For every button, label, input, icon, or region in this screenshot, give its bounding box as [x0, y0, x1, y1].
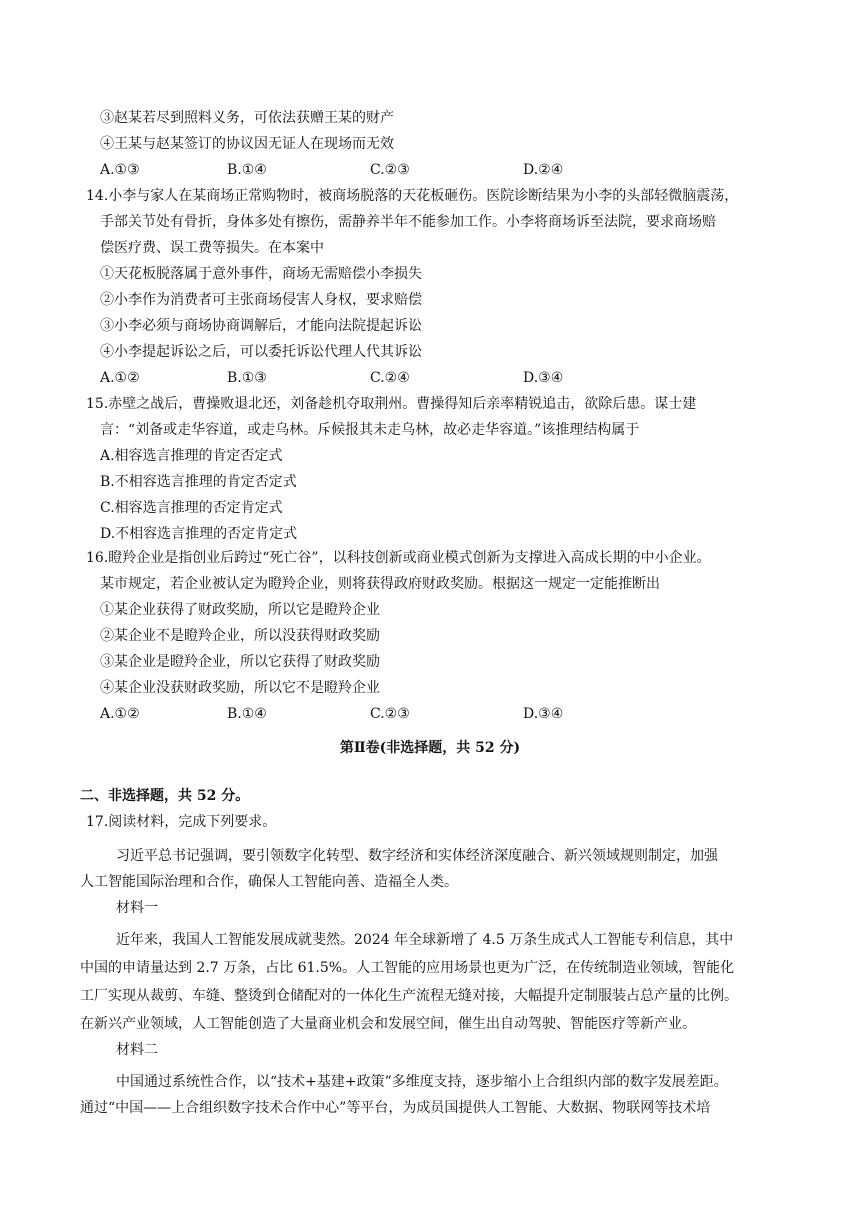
- q13-statement-4: ④王某与赵某签订的协议因无证人在现场而无效: [100, 136, 394, 152]
- q16-options: [100, 704, 620, 724]
- q17-intro-line-2: 人工智能国际治理和合作，确保人工智能向善、造福全人类。: [80, 874, 458, 890]
- q13-statement-3: ③赵某若尽到照料义务，可依法获赠王某的财产: [100, 110, 394, 126]
- q13-options: [100, 160, 620, 180]
- q14-option-a[interactable]: A.①②: [100, 370, 140, 386]
- q14-stem-line-3: 偿医疗费、误工费等损失。在本案中: [100, 240, 324, 256]
- q16-statement-4: ④某企业没获财政奖励，所以它不是瞪羚企业: [100, 680, 380, 696]
- q17-material-2-title: 材料二: [116, 1042, 158, 1058]
- q15-option-d[interactable]: D.不相容选言推理的否定肯定式: [100, 526, 298, 542]
- q16-stem-line-1: 16.瞪羚企业是指创业后跨过“死亡谷”，以科技创新或商业模式创新为支撑进入高成长期的中小企业。: [86, 550, 711, 566]
- q16-statement-2: ②某企业不是瞪羚企业，所以没获得财政奖励: [100, 628, 380, 644]
- q15-stem-line-2: 言：“刘备或走华容道，或走乌林。斥候报其未走乌林，故必走华容道。”该推理结构属于: [100, 422, 640, 438]
- section-2-title: 第Ⅱ卷(非选择题，共 52 分): [339, 740, 521, 756]
- q15-option-c[interactable]: C.相容选言推理的否定肯定式: [100, 500, 283, 516]
- q14-statement-2: ②小李作为消费者可主张商场侵害人身权，要求赔偿: [100, 292, 422, 308]
- q17-material-1-line-4: 在新兴产业领域，人工智能创造了大量商业机会和发展空间，催生出自动驾驶、智能医疗等新产业。: [80, 1016, 696, 1032]
- q16-option-a[interactable]: A.①②: [100, 706, 140, 722]
- q16-option-c[interactable]: C.②③: [370, 706, 410, 722]
- q17-prompt: 17.阅读材料，完成下列要求。: [86, 814, 277, 830]
- q16-statement-3: ③某企业是瞪羚企业，所以它获得了财政奖励: [100, 654, 380, 670]
- q14-statement-4: ④小李提起诉讼之后，可以委托诉讼代理人代其诉讼: [100, 344, 422, 360]
- q14-statement-1: ①天花板脱落属于意外事件，商场无需赔偿小李损失: [100, 266, 422, 282]
- q15-option-b[interactable]: B.不相容选言推理的肯定否定式: [100, 474, 297, 490]
- q13-option-b[interactable]: B.①④: [227, 162, 267, 178]
- q14-statement-3: ③小李必须与商场协商调解后，才能向法院提起诉讼: [100, 318, 422, 334]
- q17-intro-line-1: 习近平总书记强调，要引领数字化转型、数字经济和实体经济深度融合、新兴领域规则制定，加强: [116, 848, 718, 864]
- q17-material-1-line-1: 近年来，我国人工智能发展成就斐然。2024 年全球新增了 4.5 万条生成式人工智能专利信息，其中: [116, 932, 734, 948]
- q17-material-2-line-2: 通过“中国——上合组织数字技术合作中心”等平台，为成员国提供人工智能、大数据、物联网等技术培: [80, 1100, 711, 1116]
- q17-material-2-line-1: 中国通过系统性合作，以“技术+基建+政策”多维度支持，逐步缩小上合组织内部的数字发展差距。: [116, 1074, 728, 1090]
- q15-stem-line-1: 15.赤壁之战后，曹操败退北还，刘备趁机夺取荆州。曹操得知后亲率精锐追击，欲除后患。谋士建: [86, 396, 697, 412]
- q14-option-d[interactable]: D.③④: [523, 370, 564, 386]
- q14-stem-line-1: 14.小李与家人在某商场正常购物时，被商场脱落的天花板砸伤。医院诊断结果为小李的头部轻微脑震荡，: [86, 188, 739, 204]
- q17-material-1-title: 材料一: [116, 900, 158, 916]
- q14-option-b[interactable]: B.①③: [227, 370, 267, 386]
- q15-option-a[interactable]: A.相容选言推理的肯定否定式: [100, 448, 283, 464]
- q14-options: [100, 368, 620, 388]
- q13-option-c[interactable]: C.②③: [370, 162, 410, 178]
- q14-stem-line-2: 手部关节处有骨折，身体多处有擦伤，需静养半年不能参加工作。小李将商场诉至法院，要求商场赔: [100, 214, 716, 230]
- q17-material-1-line-2: 中国的申请量达到 2.7 万条，占比 61.5%。人工智能的应用场景也更为广泛，在传统制造业领域，智能化: [80, 960, 735, 976]
- q16-option-b[interactable]: B.①④: [227, 706, 267, 722]
- q13-option-a[interactable]: A.①③: [100, 162, 140, 178]
- q14-option-c[interactable]: C.②④: [370, 370, 410, 386]
- q16-option-d[interactable]: D.③④: [523, 706, 564, 722]
- part-2-heading: 二、非选择题，共 52 分。: [80, 788, 250, 804]
- q16-stem-line-2: 某市规定，若企业被认定为瞪羚企业，则将获得政府财政奖励。根据这一规定一定能推断出: [100, 576, 660, 592]
- q17-material-1-line-3: 工厂实现从裁剪、车缝、整烫到仓储配对的一体化生产流程无缝对接，大幅提升定制服装占总产量的比例。: [80, 988, 738, 1004]
- q13-option-d[interactable]: D.②④: [523, 162, 564, 178]
- q16-statement-1: ①某企业获得了财政奖励，所以它是瞪羚企业: [100, 602, 380, 618]
